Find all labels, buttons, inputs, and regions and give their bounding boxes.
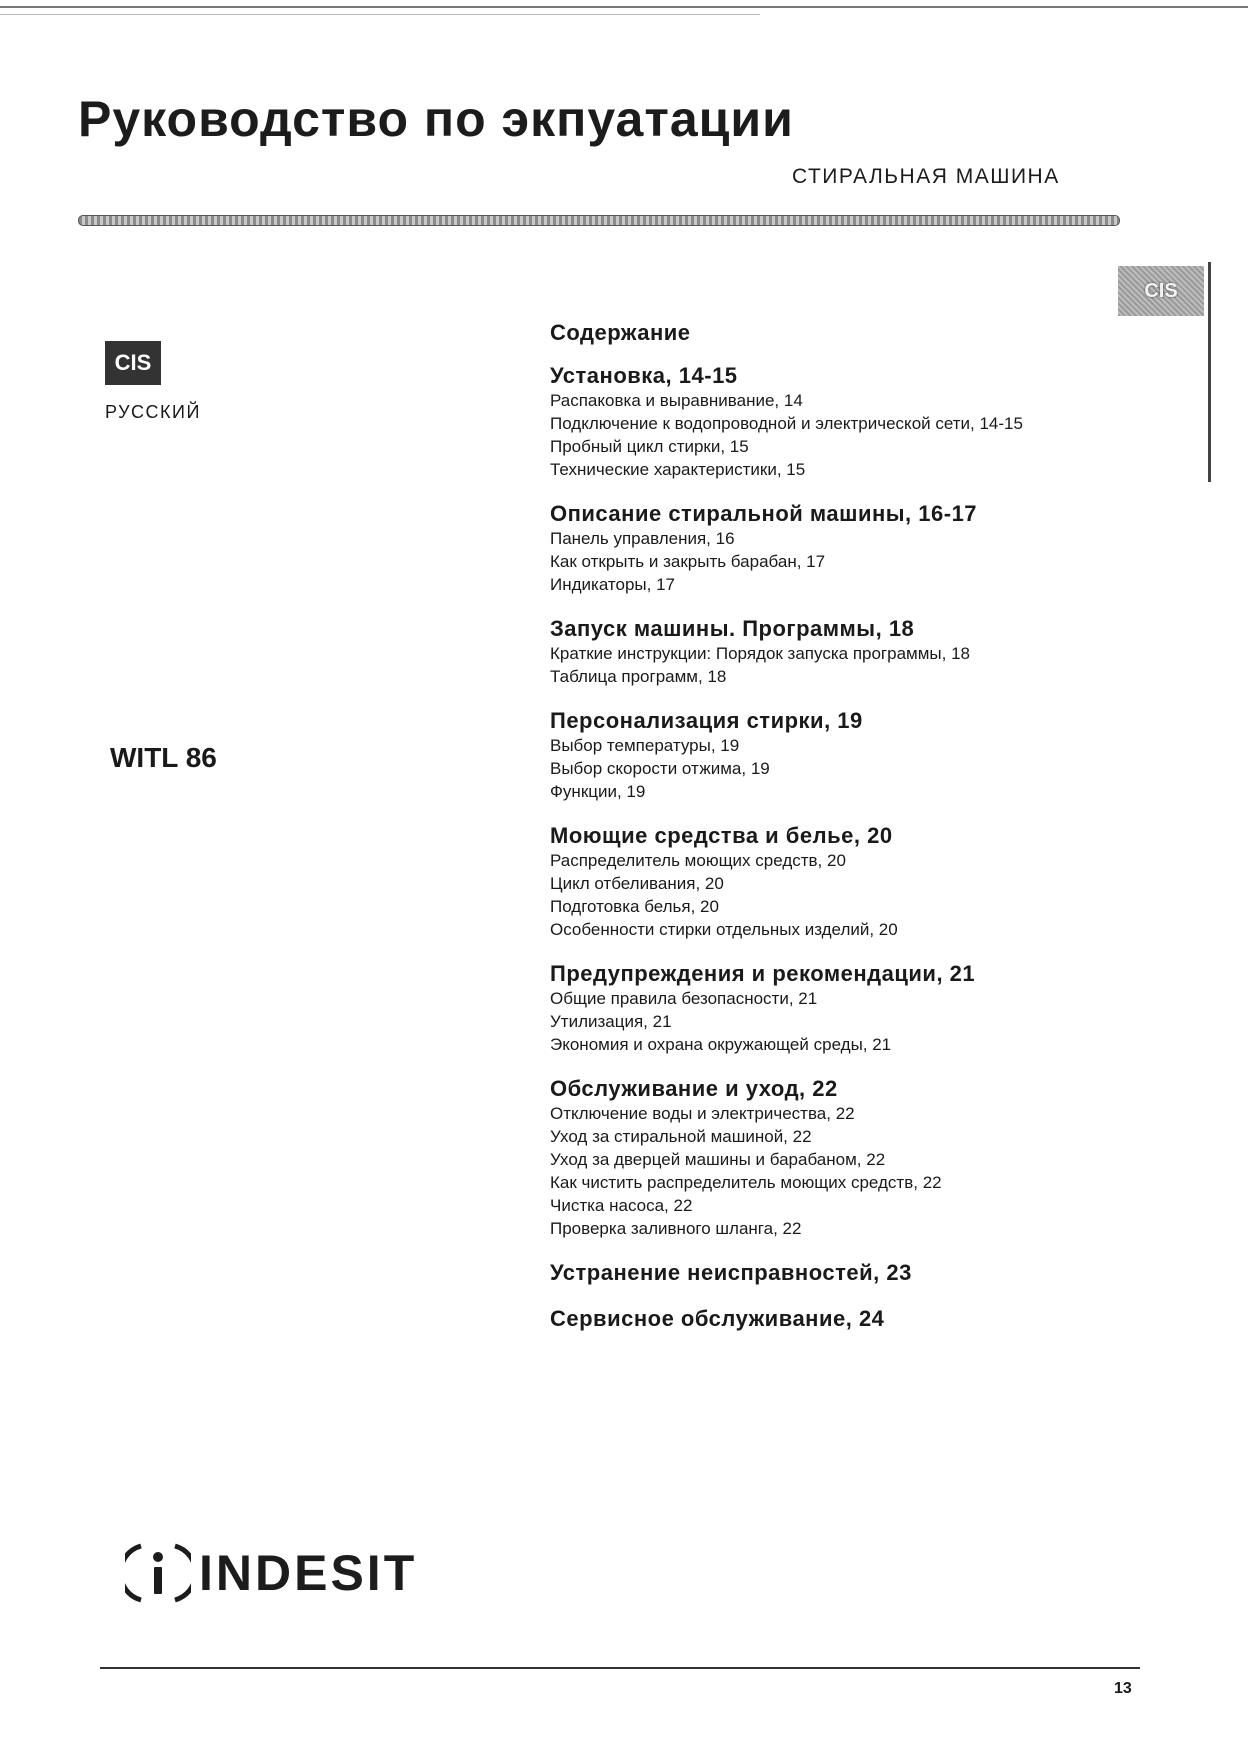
toc-sections bbox=[550, 363, 1170, 1332]
toc-section-title: Предупреждения и рекомендации, 21 bbox=[550, 961, 976, 986]
toc-section bbox=[550, 1076, 1170, 1240]
toc-item: Подключение к водопроводной и электрической сети, 14-15 bbox=[550, 414, 1023, 433]
toc-item: Пробный цикл стирки, 15 bbox=[550, 437, 749, 456]
document-subtitle: СТИРАЛЬНАЯ МАШИНА bbox=[792, 165, 1060, 188]
toc-item: Как открыть и закрыть барабан, 17 bbox=[550, 552, 826, 571]
toc-section-title: Устранение неисправностей, 23 bbox=[550, 1260, 912, 1285]
toc-section-title: Описание стиральной машины, 16-17 bbox=[550, 501, 978, 526]
toc-item: Индикаторы, 17 bbox=[550, 575, 675, 594]
toc-item: Распределитель моющих средств, 20 bbox=[550, 851, 846, 870]
toc-section bbox=[550, 1306, 1170, 1332]
toc-item: Технические характеристики, 15 bbox=[550, 460, 806, 479]
toc-item: Особенности стирки отдельных изделий, 20 bbox=[550, 920, 898, 939]
toc-item: Выбор температуры, 19 bbox=[550, 736, 740, 755]
toc-section-title: Персонализация стирки, 19 bbox=[550, 708, 863, 733]
toc-item: Как чистить распределитель моющих средств, 22 bbox=[550, 1173, 942, 1192]
toc-section bbox=[550, 501, 1170, 596]
page-number: 13 bbox=[1114, 1680, 1132, 1697]
toc-item: Функции, 19 bbox=[550, 782, 646, 801]
toc-item: Подготовка белья, 20 bbox=[550, 897, 719, 916]
toc-item: Уход за стиральной машиной, 22 bbox=[550, 1127, 812, 1146]
toc-item: Чистка насоса, 22 bbox=[550, 1196, 693, 1215]
brand-wordmark: INDESIT bbox=[199, 1545, 418, 1601]
top-rule bbox=[0, 6, 1248, 8]
toc-item: Экономия и охрана окружающей среды, 21 bbox=[550, 1035, 892, 1054]
toc-section bbox=[550, 616, 1170, 688]
toc-section-title: Моющие средства и белье, 20 bbox=[550, 823, 893, 848]
toc-item: Краткие инструкции: Порядок запуска программы, 18 bbox=[550, 644, 970, 663]
indesit-logo bbox=[125, 1540, 417, 1606]
indesit-i-icon bbox=[125, 1540, 191, 1606]
footer-rule bbox=[100, 1667, 1140, 1669]
toc-item: Общие правила безопасности, 21 bbox=[550, 989, 818, 1008]
toc-heading: Содержание bbox=[550, 320, 691, 345]
model-name: WITL 86 bbox=[110, 742, 217, 773]
cis-badge: CIS bbox=[105, 341, 161, 385]
language-label: РУССКИЙ bbox=[105, 402, 201, 422]
toc-section bbox=[550, 363, 1170, 481]
toc-section bbox=[550, 1260, 1170, 1286]
toc-item: Утилизация, 21 bbox=[550, 1012, 672, 1031]
table-of-contents bbox=[550, 320, 1170, 1352]
toc-item: Отключение воды и электричества, 22 bbox=[550, 1104, 855, 1123]
toc-item: Панель управления, 16 bbox=[550, 529, 735, 548]
header-divider-bar bbox=[78, 215, 1120, 226]
cis-tab-badge: CIS bbox=[1118, 266, 1204, 316]
toc-item: Распаковка и выравнивание, 14 bbox=[550, 391, 803, 410]
toc-section-title: Запуск машины. Программы, 18 bbox=[550, 616, 915, 641]
toc-item: Таблица программ, 18 bbox=[550, 667, 727, 686]
toc-section-title: Обслуживание и уход, 22 bbox=[550, 1076, 838, 1101]
toc-item: Цикл отбеливания, 20 bbox=[550, 874, 724, 893]
toc-item: Проверка заливного шланга, 22 bbox=[550, 1219, 802, 1238]
tab-edge-line bbox=[1208, 262, 1211, 482]
toc-section bbox=[550, 961, 1170, 1056]
toc-section bbox=[550, 823, 1170, 941]
toc-section-title: Сервисное обслуживание, 24 bbox=[550, 1306, 885, 1331]
toc-section bbox=[550, 708, 1170, 803]
toc-item: Уход за дверцей машины и барабаном, 22 bbox=[550, 1150, 886, 1169]
toc-item: Выбор скорости отжима, 19 bbox=[550, 759, 770, 778]
top-rule-secondary bbox=[0, 14, 760, 15]
document-title: Руководство по экпуатации bbox=[78, 91, 794, 147]
toc-section-title: Установка, 14-15 bbox=[550, 363, 738, 388]
